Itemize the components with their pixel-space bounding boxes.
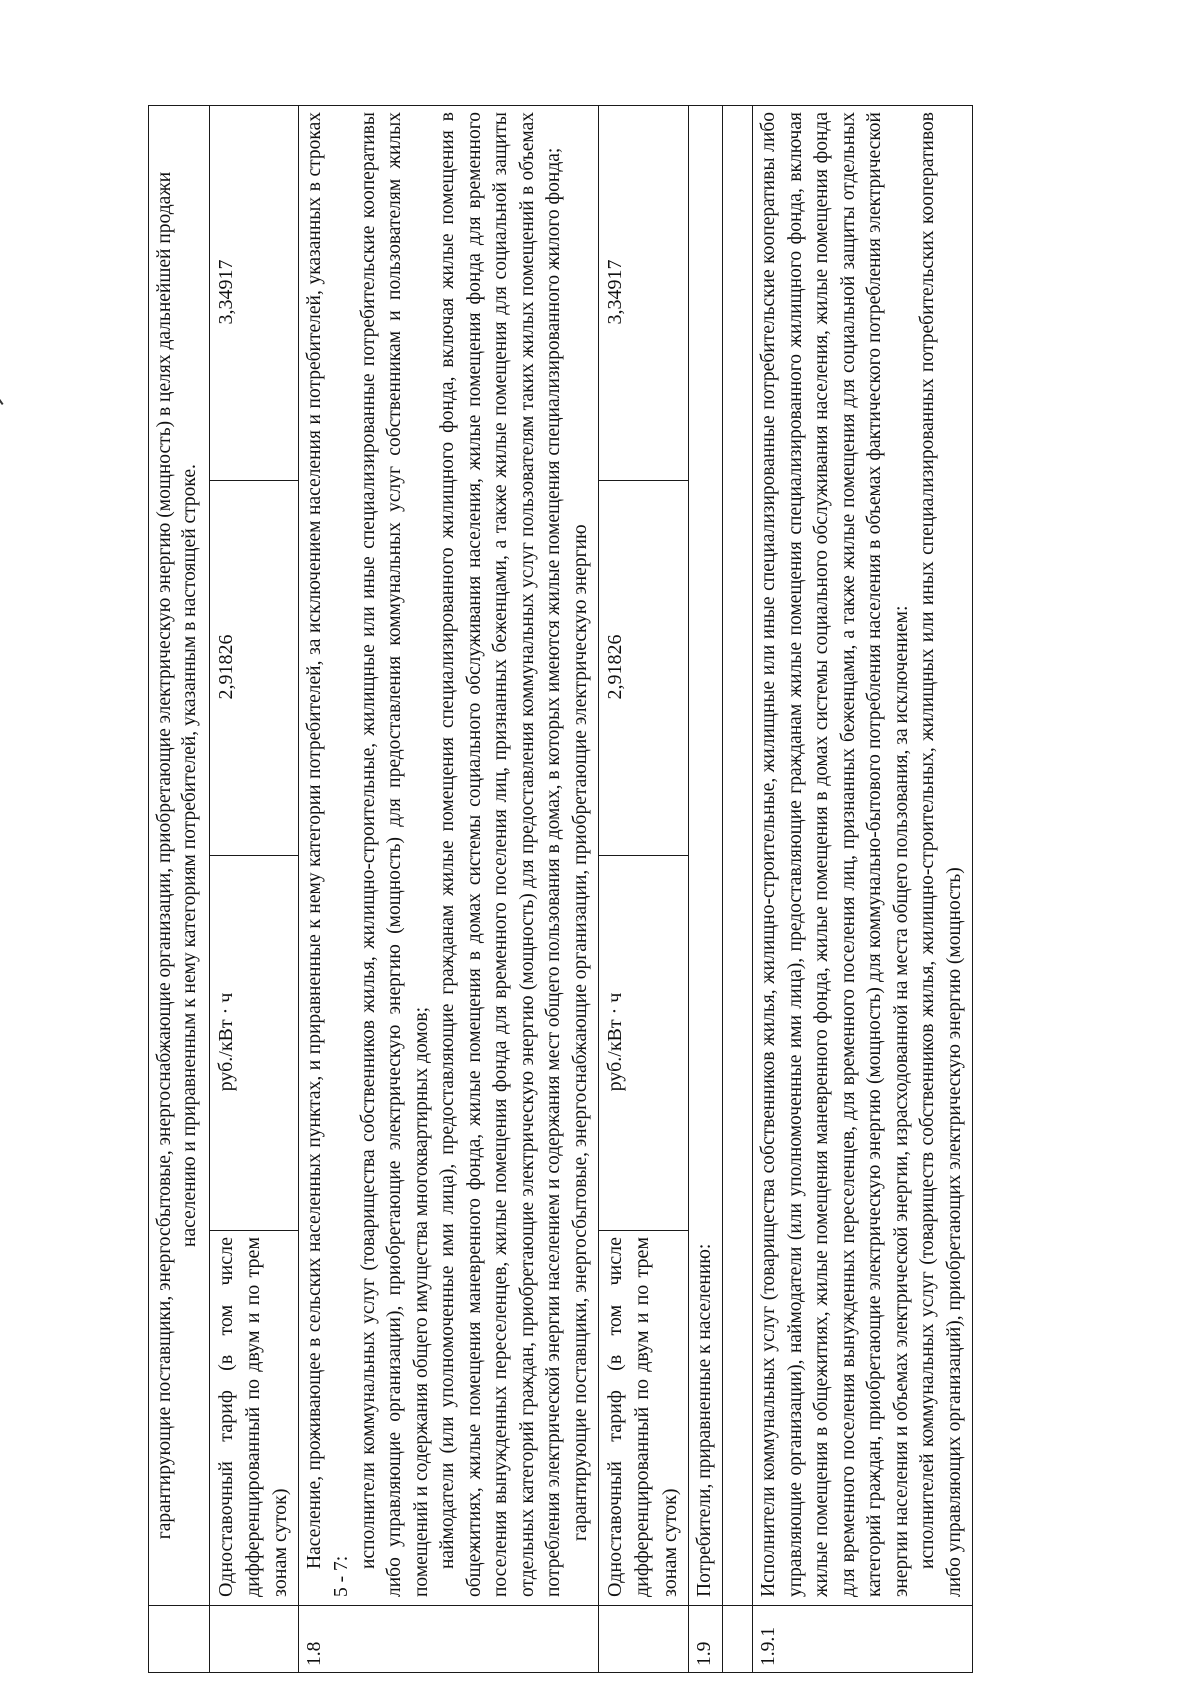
row-description [753,106,973,1606]
tariff-table [148,105,973,1673]
tariff-value-2: 3,34917 [209,106,299,481]
spacer-row [723,106,753,1673]
paragraph: Потребители, приравненные к населению: [693,1243,715,1597]
tariff-unit: руб./кВт · ч [209,856,299,1231]
continuation-row [149,106,210,1673]
row-number-cell [599,1606,689,1673]
tariff-row [209,106,299,1673]
tariff-unit: руб./кВт · ч [599,856,689,1231]
paragraph: наймодатели (или уполномоченные ими лица), предоставляющие гражданам жилые помещения специализированного жилищного фонда, включая жилые помещения в общежитиях, жилые помещения маневренного фонда, жилые помещения в домах системы социального обслуживания населения, жилые помещения фонда для временного поселения вынужденных переселенцев, жилые помещения фонда для временного поселения лиц, признанных беженцами, а также жилые помещения для социальной защиты отдельных категорий граждан, приобретающие электрическую энергию (мощность) для предоставления коммунальных услуг пользователям таких жилых помещений в объемах потребления электрической энергии населением и содержания мест общего пользования в домах, в которых имеются жилые помещения специализированного жилого фонда; [437,112,565,1597]
row-number: 1.9.1 [753,1606,973,1673]
tariff-label: Одноставочный тариф (в том числе дифференцированный по двум и по трем зонам суток) [599,1231,689,1606]
table-row [299,106,599,1673]
tariff-value-2: 3,34917 [599,106,689,481]
row-description [299,106,599,1606]
continuation-text: гарантирующие поставщики, энергосбытовые, энергоснабжающие организации, приобретающие электрическую энергию (мощность) в целях дальнейшей продажи населению и приравненным к нему категориям потребителей, указанным в настоящей строке. [149,106,210,1606]
tariff-value-1: 2,91826 [599,481,689,856]
empty-cell [723,106,753,1606]
row-number-cell [209,1606,299,1673]
paragraph: исполнители коммунальных услуг (товарищества собственников жилья, жилищно-строительные, жилищные или иные специализированные потребительские кооперативы либо управляющие организации), приобретающие электрическую энергию (мощность) для предоставления коммунальных услуг собственникам и пользователям жилых помещений и содержания общего имущества многоквартирных домов; [357,112,432,1597]
tariff-value-1: 2,91826 [209,481,299,856]
row-number: 1.9 [688,1606,723,1673]
row-number-cell [149,1606,210,1673]
paragraph: гарантирующие поставщики, энергосбытовые, энергоснабжающие организации, приобретающие электрическую энергию [569,524,591,1541]
paragraph: Население, проживающее в сельских населенных пунктах, и приравненные к нему категории потребителей, за исключением населения и потребителей, указанных в строках 5 - 7: [304,112,352,1597]
row-description [688,106,723,1606]
paragraph: Исполнители коммунальных услуг (товарищества собственников жилья, жилищно-строительные, жилищные или иные специализированные потребительские кооперативы либо управляющие организации), наймодатели (или уполномоченные ими лица), предоставляющие гражданам жилые помещения специализированного жилищного фонда, включая жилые помещения в общежитиях, жилые помещения маневренного фонда, жилые помещения в домах системы социального обслуживания населения, жилые помещения фонда для временного поселения вынужденных переселенцев, для временного поселения лиц, признанных беженцами, а также жилые помещения для социальной защиты отдельных категорий граждан, приобретающие электрическую энергию (мощность) для коммунально-бытового потребления населения в объемах фактического потребления электрической энергии населения и объемах электрической энергии, израсходованной на места общего пользования, за исключением: [758,112,912,1597]
scan-speck [0,399,4,405]
tariff-row [599,106,689,1673]
table-row [753,106,973,1673]
table-row [688,106,723,1673]
tariff-label: Одноставочный тариф (в том числе дифференцированный по двум и по трем зонам суток) [209,1231,299,1606]
row-number: 1.8 [299,1606,599,1673]
row-number-cell [723,1606,753,1673]
paragraph: исполнителей коммунальных услуг (товариществ собственников жилья, жилищно-строительных, жилищных или иных специализированных потребительских кооперативов либо управляющих организаций), приобретающих электрическую энергию (мощность) [917,112,965,1597]
